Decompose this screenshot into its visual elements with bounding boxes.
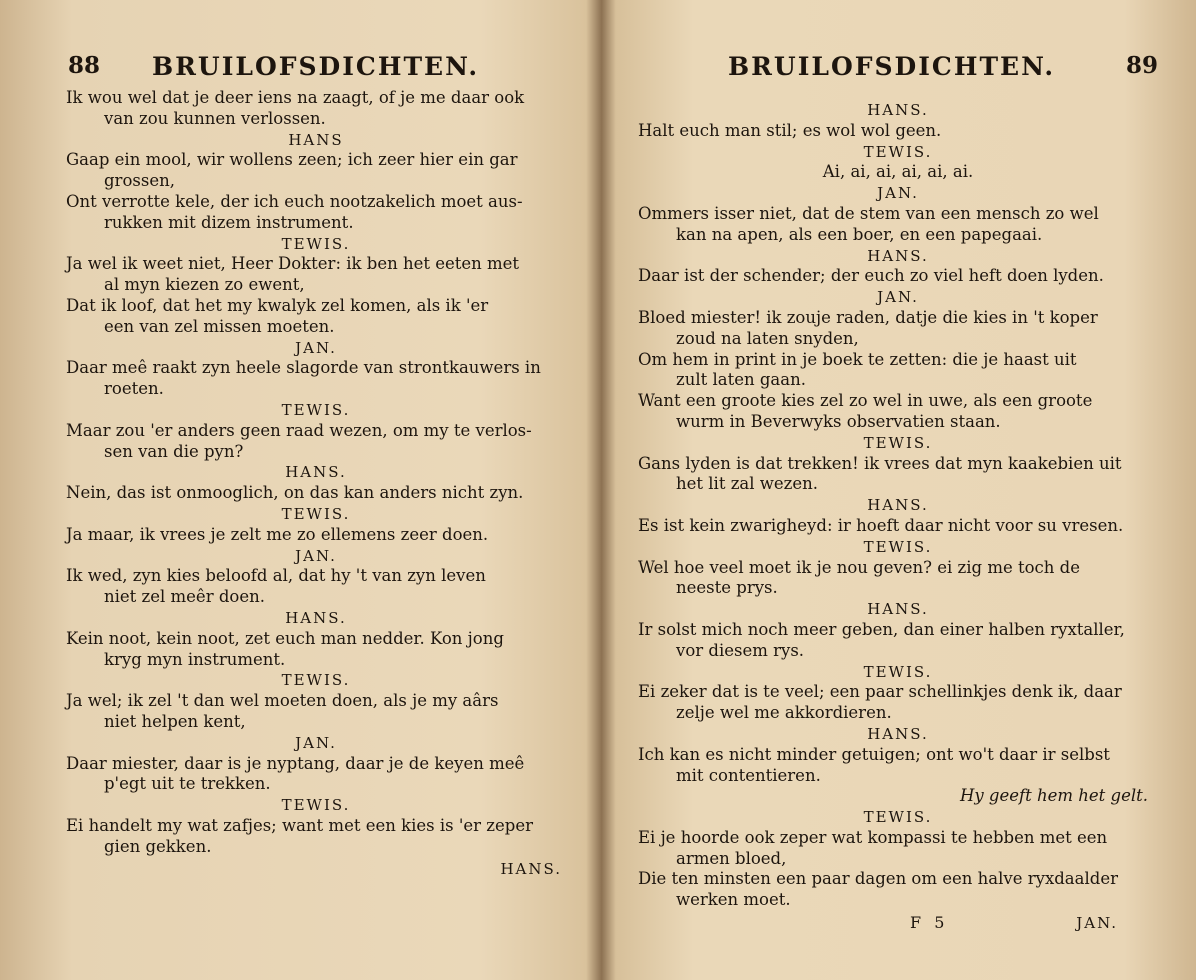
speaker-name: JAN. — [295, 546, 337, 565]
speaker-name: JAN. — [295, 733, 337, 752]
text-line: zult laten gaan. — [676, 370, 806, 390]
text-line: rukken mit dizem instrument. — [104, 212, 354, 232]
text-line: sen van die pyn? — [104, 441, 244, 461]
text-line: gien gekken. — [104, 836, 212, 856]
text-line: van zou kunnen verlossen. — [104, 108, 326, 128]
text-line: niet helpen kent, — [104, 711, 246, 731]
speaker-name: HANS — [288, 130, 344, 149]
speaker-name: HANS. — [867, 600, 929, 619]
header-title: BRUILOFSDICHTEN. — [728, 52, 1056, 81]
right-page — [600, 0, 1196, 980]
speaker-name: JAN. — [877, 184, 919, 203]
text-line: vor diesem rys. — [676, 640, 805, 660]
text-line: armen bloed, — [676, 848, 787, 868]
running-header — [728, 52, 1158, 86]
text-line: Ir solst mich noch meer geben, dan einer halben ryxtaller, — [638, 619, 1125, 639]
text-line: Ei je hoorde ook zeper wat kompassi te hebben met een — [638, 827, 1108, 847]
page-number: 89 — [1125, 52, 1158, 79]
speaker-name: HANS. — [867, 724, 929, 743]
speaker-name: TEWIS. — [863, 537, 933, 556]
text-line: neeste prys. — [676, 578, 778, 598]
right-text-block — [638, 100, 1158, 935]
text-line: mit contentieren. — [676, 765, 821, 785]
speaker-name: TEWIS. — [863, 808, 933, 827]
speaker-name: TEWIS. — [281, 400, 351, 419]
text-line: kryg myn instrument. — [104, 649, 286, 669]
speaker-name: TEWIS. — [863, 662, 933, 681]
catchword: JAN. — [1076, 914, 1118, 933]
speaker-name: TEWIS. — [281, 234, 351, 253]
speaker-name: HANS. — [867, 101, 929, 119]
catchword: HANS. — [500, 860, 562, 879]
text-line: grossen, — [104, 171, 175, 191]
text-line: Wel hoe veel moet ik je nou geven? ei zig me toch de — [638, 557, 1080, 577]
text-line: Kein noot, kein noot, zet euch man nedder. Kon jong — [66, 628, 504, 648]
text-line: Ja wel ik weet niet, Heer Dokter: ik ben het eeten met — [66, 254, 520, 274]
text-line: Want een groote kies zel zo wel in uwe, als een groote — [638, 391, 1093, 411]
text-line: Daar ist der schender; der euch zo viel heft doen lyden. — [638, 266, 1104, 286]
text-line: roeten. — [104, 379, 164, 399]
speaker-name: HANS. — [867, 496, 929, 515]
text-line: wurm in Beverwyks observatien staan. — [676, 411, 1001, 431]
text-line: Gans lyden is dat trekken! ik vrees dat myn kaakebien uit — [638, 453, 1122, 473]
text-line: Daar miester, daar is je nyptang, daar je de keyen meê — [66, 753, 525, 773]
signature-mark: F 5 — [910, 913, 949, 933]
text-line: Gaap ein mool, wir wollens zeen; ich zeer hier ein gar — [66, 150, 518, 170]
text-line: Ommers isser niet, dat de stem van een mensch zo wel — [638, 203, 1099, 223]
text-line: zelje wel me akkordieren. — [676, 703, 892, 723]
text-line: Ik wed, zyn kies beloofd al, dat hy 't van zyn leven — [66, 566, 486, 586]
text-line: niet zel meêr doen. — [104, 587, 265, 607]
text-line: Daar meê raakt zyn heele slagorde van strontkauwers in — [66, 358, 541, 378]
speaker-name: HANS. — [285, 463, 347, 482]
text-line: Dat ik loof, dat het my kwalyk zel komen, als ik 'er — [66, 295, 489, 315]
text-line: Halt euch man stil; es wol wol geen. — [638, 120, 942, 140]
speaker-name: TEWIS. — [863, 142, 933, 161]
text-line: Ik wou wel dat je deer iens na zaagt, of je me daar ook — [66, 88, 525, 107]
text-line: het lit zal wezen. — [676, 474, 818, 494]
speaker-name: JAN. — [877, 288, 919, 307]
speaker-name: JAN. — [295, 338, 337, 357]
text-line: een van zel missen moeten. — [104, 316, 335, 336]
text-line: Ai, ai, ai, ai, ai, ai. — [822, 162, 974, 182]
left-text-block — [66, 88, 566, 880]
speaker-name: TEWIS. — [281, 796, 351, 815]
header-title: BRUILOFSDICHTEN. — [152, 52, 480, 81]
text-line: Die ten minsten een paar dagen om een halve ryxdaalder — [638, 869, 1118, 889]
page-footer — [638, 913, 1158, 935]
text-line: Ei handelt my wat zafjes; want met een kies is 'er zeper — [66, 815, 533, 835]
text-line: Bloed miester! ik zouje raden, datje die kies in 't koper — [638, 307, 1098, 327]
text-line: werken moet. — [676, 890, 791, 910]
stage-direction: Hy geeft hem het gelt. — [959, 786, 1148, 806]
text-line: p'egt uit te trekken. — [104, 774, 271, 794]
text-line: al myn kiezen zo ewent, — [104, 275, 305, 295]
running-header — [68, 52, 568, 86]
text-line: Ja maar, ik vrees je zelt me zo ellemens zeer doen. — [66, 524, 489, 544]
text-line: Ont verrotte kele, der ich euch nootzakelich moet aus- — [66, 191, 523, 211]
text-line: Ei zeker dat is te veel; een paar schellinkjes denk ik, daar — [638, 682, 1122, 702]
text-line: Es ist kein zwarigheyd: ir hoeft daar nicht voor su vresen. — [638, 515, 1124, 535]
page-number: 88 — [68, 52, 101, 79]
text-line: kan na apen, als een boer, en een papegaai. — [676, 224, 1043, 244]
text-line: Ja wel; ik zel 't dan wel moeten doen, als je my aârs — [66, 691, 499, 711]
text-line: Ich kan es nicht minder getuigen; ont wo't daar ir selbst — [638, 744, 1110, 764]
speaker-name: HANS. — [285, 608, 347, 627]
speaker-name: TEWIS. — [863, 433, 933, 452]
speaker-name: HANS. — [867, 246, 929, 265]
text-line: Maar zou 'er anders geen raad wezen, om my te verlos- — [66, 420, 532, 440]
text-line: zoud na laten snyden, — [676, 328, 859, 348]
text-line: Om hem in print in je boek te zetten: die je haast uit — [638, 349, 1077, 369]
speaker-name: TEWIS. — [281, 504, 351, 523]
speaker-name: TEWIS. — [281, 671, 351, 690]
text-line: Nein, das ist onmooglich, on das kan anders nicht zyn. — [66, 483, 524, 503]
